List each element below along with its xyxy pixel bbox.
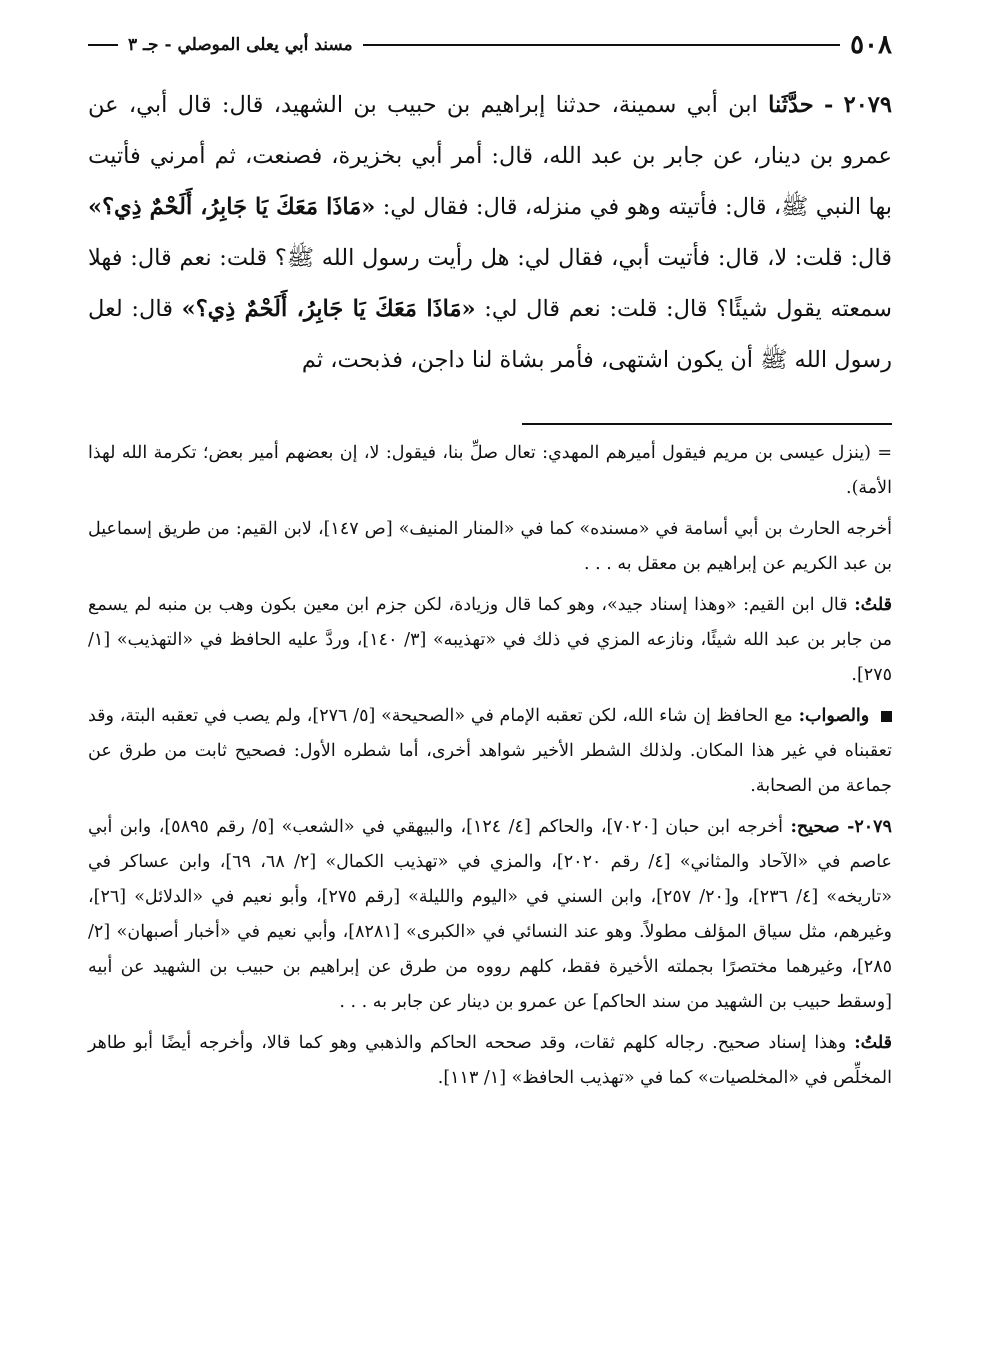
haddathana: حدَّثَنا [768,92,814,118]
hadith-text-part-1: ابن أبي سمينة، حدثنا إبراهيم بن حبيب بن الشهيد، قال: قال أبي، عن عمرو بن دينار، عن جابر بن عبد الله، قال: أمر أبي بخزيرة، فصنعت، ثم أمرني فأتيت بها النبي ﷺ، قال: فأتيته وهو في منزله، قال: فقال لي: [88,92,892,220]
prophet-quote-2: «مَاذَا مَعَكَ يَا جَابِرُ، أَلَحْمٌ ذِي؟» [181,296,476,322]
qultu-label-2: قلتُ: [854,1033,892,1053]
qultu-label-1: قلتُ: [854,595,892,615]
hadith-dash: - [824,92,834,118]
header-rule [363,44,840,46]
page-header [88,28,892,62]
footnote-sawab [88,699,892,804]
sawab-text: مع الحافظ إن شاء الله، لكن تعقبه الإمام في «الصحيحة» [٥/ ٢٧٦]، ولم يصب في تعقبه البتة، وقد تعقبناه في غير هذا المكان. ولذلك الشطر الأخير شواهد أخرى، أما شطره الأول: فصحيح ثابت من طرق عن جماعة من الصحابة. [88,706,892,796]
hadith-text-part-2: قال: قلت: لا، قال: فأتيت أبي، فقال لي: هل رأيت رسول الله ﷺ؟ قلت: نعم قال: فهلا سمعته يقول شيئًا؟ قال: قلت: نعم قال لي: [88,245,892,322]
qultu-text-1: قال ابن القيم: «وهذا إسناد جيد»، وهو كما قال وزيادة، لكن جزم ابن معين بكون وهب بن منبه لم يسمع من جابر بن عبد الله شيئًا، ونازعه المزي في ذلك في «تهذيبه» [٣/ ١٤٠]، وردَّ عليه الحافظ في «التهذيب» [١/ ٢٧٥]. [88,595,892,685]
footnote-separator [522,423,892,425]
hadith-text-part-3: قال: لعل رسول الله ﷺ أن يكون اشتهى، فأمر بشاة لنا داجن، فذبحت، ثم [88,296,892,373]
footnotes [88,436,892,1102]
prophet-quote-1: «مَاذَا مَعَكَ يَا جَابِرُ، أَلَحْمٌ ذِي؟» [88,194,376,220]
qultu-text-2: وهذا إسناد صحيح. رجاله كلهم ثقات، وقد صححه الحاكم والذهبي وهو كما قالا، وأخرجه أيضًا أبو طاهر المخلِّص في «المخلصيات» كما في «تهذيب الحافظ» [١/ ١١٣]. [88,1033,892,1088]
footnote-number: ٢٠٧٩- [847,817,892,837]
grading-label: صحيح: [790,817,840,837]
hadith-text [88,80,892,386]
header-dash [88,44,118,46]
square-bullet-icon [881,711,892,722]
footnote-continuation: = (ينزل عيسى بن مريم فيقول أميرهم المهدي: تعال صلِّ بنا، فيقول: لا، إن بعضهم أمير بعض؛ تكرمة الله لهذا الأمة). [88,443,892,498]
footnote-qultu-2 [88,1026,892,1096]
page-number: ٥٠٨ [850,30,892,60]
book-title: مسند أبي يعلى الموصلي - جـ ٣ [128,35,353,55]
takhrij-text: أخرجه ابن حبان [٧٠٢٠]، والحاكم [٤/ ١٢٤]، والبيهقي في «الشعب» [٥/ رقم ٥٨٩٥]، وابن أبي عاصم في «الآحاد والمثاني» [٤/ رقم ٢٠٢٠]، والمزي في «تهذيب الكمال» [٢/ ٦٨، ٦٩]، وابن عساكر في «تاريخه» [٤/ ٢٣٦]، و[٢٠/ ٢٥٧]، وابن السني في «اليوم والليلة» [رقم ٢٧٥]، وأبو نعيم في «الدلائل» [٢٦]، وغيرهم، مثل سياق المؤلف مطولاً. وهو عند النسائي في «الكبرى» [٨٢٨١]، وأبي نعيم في «أخبار أصبهان» [٢/ ٢٨٥]، وغيرهما مختصرًا بجملته الأخيرة فقط، كلهم رووه من طرق عن إبراهيم بن حبيب بن الشهيد عن أبيه [وسقط حبيب بن الشهيد من سند الحاكم] عن عمرو بن دينار عن جابر به . . . [88,817,892,1012]
sawab-label: والصواب: [798,706,870,726]
footnote-hadith-2079 [88,810,892,1020]
footnote-qultu-1 [88,588,892,693]
footnote-takhrij-harith: أخرجه الحارث بن أبي أسامة في «مسنده» كما في «المنار المنيف» [ص ١٤٧]، لابن القيم: من طريق إسماعيل بن عبد الكريم عن إبراهيم بن معقل به . . . [88,519,893,574]
hadith-number: ٢٠٧٩ [843,92,892,118]
hadith-paragraph [88,80,892,386]
